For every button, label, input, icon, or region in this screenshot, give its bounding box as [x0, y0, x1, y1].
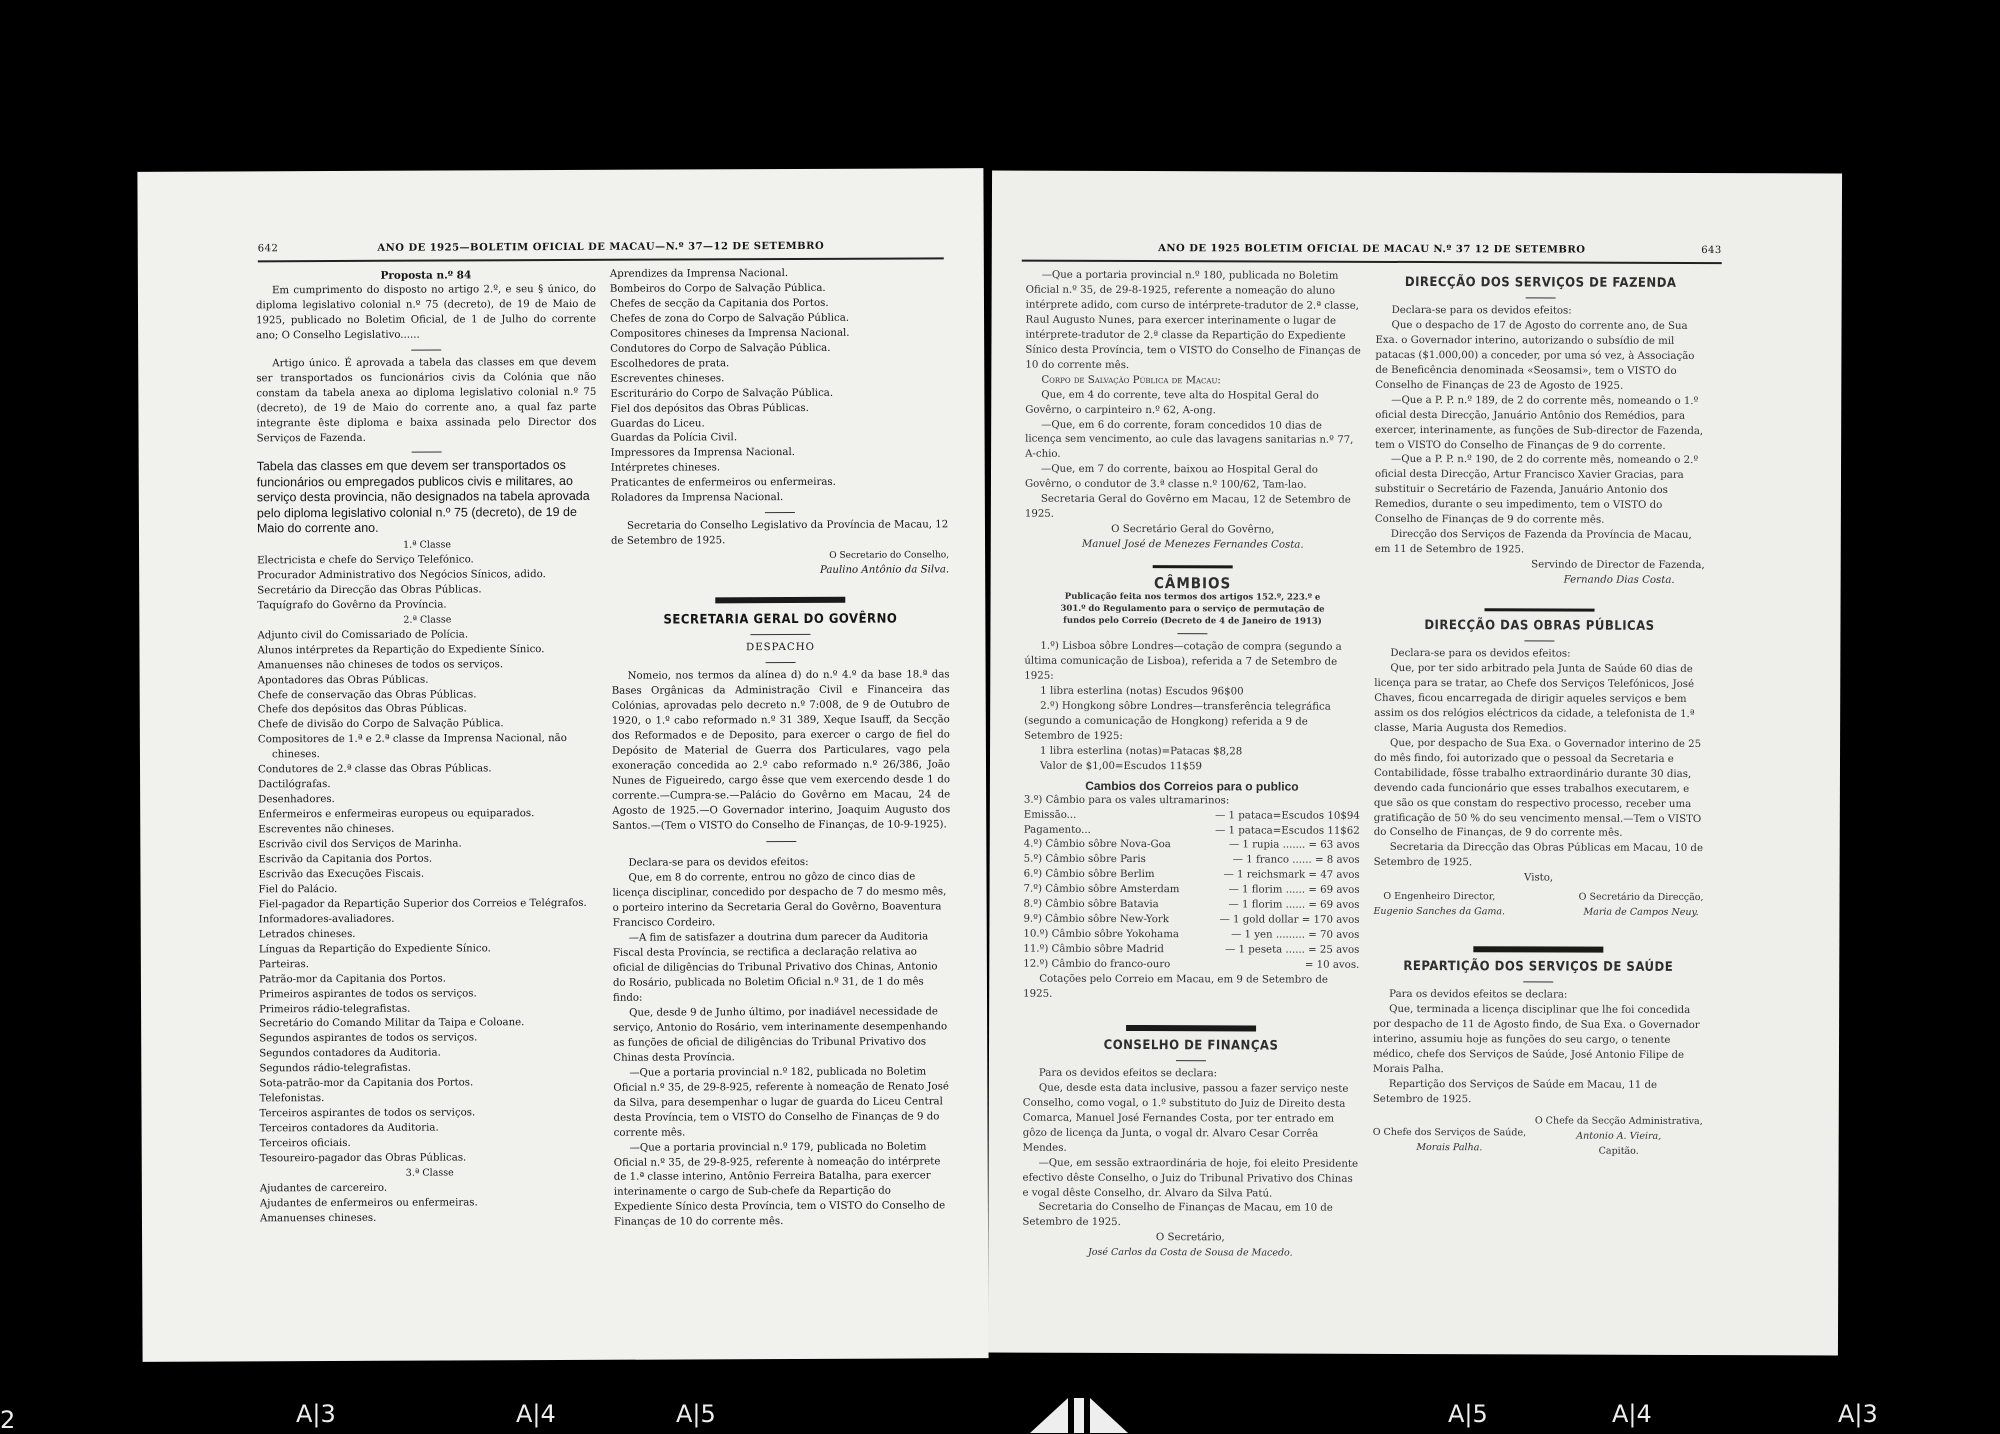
paragraph: —Que a P. P. n.º 190, de 2 do corrente mês, nomeando o 2.º oficial desta Direcção, Artur Francisco Xavier Gracias, para substituir o Secretário de Fazenda, Januário Antonio dos Remedios, durante o seu impedimento, tem o VISTO do Conselho de Finanças de 9 do corrente mês.	[1374, 454, 1699, 526]
divider	[1523, 982, 1553, 983]
table-cell-value: — 1 pataca=Escudos 10$94	[1215, 809, 1360, 822]
secretaria-line: Secretaria do Conselho Legislativo da Província de Macau, 12 de Setembro de 1925.	[611, 519, 949, 547]
saude-sig1-title: O Chefe da Secção Administrativa,	[1534, 1115, 1703, 1127]
list-item: Praticantes de enfermeiros ou enfermeiras.	[610, 477, 836, 490]
arrow-left-icon	[1030, 1398, 1068, 1433]
strip-mark: A|5	[1448, 1400, 1488, 1428]
paragraph: —Que, em 6 do corrente, foram concedidos 10 dias de licença sem vencimento, ao cule das lavagens sanitarias n.º 77, A-chio.	[1025, 419, 1354, 461]
divider	[412, 452, 442, 453]
portaria-notice	[1025, 269, 1361, 375]
list-item: Escrivão da Capitania dos Portos.	[258, 853, 433, 866]
list-item: Segundos rádio-telegrafistas.	[259, 1063, 411, 1075]
header-rule	[258, 257, 944, 262]
page-number: 642	[257, 243, 279, 255]
list-item: Línguas da Repartição do Expediente Sínico.	[258, 943, 491, 956]
paragraph: —Que a P. P. n.º 189, de 2 do corrente mês, nomeando o 1.º oficial desta Direcção, Januário Antônio dos Remédios, para exercer, interinamente, as funções de Sub-director de Fazenda, tem o VISTO do Conselho de Finanças de 9 do corrente.	[1375, 394, 1704, 452]
list-item: Primeiros aspirantes de todos os serviços.	[258, 987, 477, 1000]
list-item: Apontadores das Obras Públicas.	[257, 674, 429, 686]
saude-sig2-title: O Chefe dos Serviços de Saúde,	[1372, 1126, 1527, 1139]
table-title: Tabela das classes em que devem ser transportados os funcionários ou empregados publicos civis e militares, ao serviço desta provincia, não designados na tabela aprovada pelo diploma legislativo colonial n.º 75 (decreto), de 19 de Maio do corrente ano.	[256, 458, 590, 536]
divider	[766, 662, 796, 663]
list-item: Procurador Administrativo dos Negócios Sínicos, adido.	[257, 568, 546, 582]
fazenda-signature-title: Servindo de Director de Fazenda,	[1531, 559, 1705, 572]
list-item: Escrivão das Execuções Fiscais.	[258, 868, 425, 881]
list-item: Escolhedores de prata.	[610, 357, 730, 370]
right-column-1	[1022, 269, 1361, 1262]
left-column-1	[256, 268, 600, 1227]
list-item: Segundos contadores da Auditoria.	[259, 1047, 441, 1060]
fazenda-list	[1375, 319, 1706, 559]
class-1-title: 1.ª Classe	[403, 539, 452, 551]
conselho-list	[1022, 1081, 1358, 1202]
conselho-signature-name: José Carlos da Costa de Sousa de Macedo.	[1087, 1247, 1293, 1259]
table-cell-label: 12.º) Câmbio do franco-ouro	[1023, 958, 1171, 971]
left-column-2	[610, 266, 952, 1231]
table-row	[1024, 853, 1360, 869]
table-cell-label: 8.º) Câmbio sôbre Batavia	[1023, 898, 1159, 911]
list-item: Escrivão civil dos Serviços de Marinha.	[258, 838, 462, 851]
list-item: Letrados chineses.	[258, 928, 356, 941]
paragraph: Repartição dos Serviços de Saúde em Macau, 11 de Setembro de 1925.	[1372, 1078, 1658, 1105]
obras-signature-1	[1373, 890, 1505, 920]
list-item: Electricista e chefe do Serviço Telefónico.	[257, 554, 474, 567]
film-strip	[0, 1398, 2000, 1433]
corpo-signature-title: O Secretário Geral do Govêrno,	[1111, 524, 1275, 536]
paragraph: Secretaria da Direcção das Obras Públicas em Macau, 10 de Setembro de 1925.	[1373, 842, 1704, 869]
list-item: Telefonistas.	[259, 1093, 325, 1105]
paragraph: —Que a portaria provincial n.º 180, publicada no Boletim Oficial n.º 35, de 29-8-1925, referente a nomeação do aluno intérprete adido, com curso de intérprete-tradutor de 2.ª classe, Raul Augusto Nunes, para exercer interinamente o lugar de intérprete-tradutor de 2.ª classe da Repartição do Expediente Sínico desta Província, tem o VISTO do Conselho de Finanças de 10 do corrente mês.	[1025, 269, 1361, 371]
list-item: Primeiros rádio-telegrafistas.	[259, 1003, 411, 1015]
section-bar	[1473, 946, 1603, 952]
saude-sig2-name: Morais Palha.	[1416, 1141, 1483, 1153]
obras-title: DIRECÇÃO DAS OBRAS PÚBLICAS	[1424, 618, 1655, 634]
declarations	[612, 871, 952, 1231]
running-title: ANO DE 1925 BOLETIM OFICIAL DE MACAU N.º 37 12 DE SETEMBRO	[1158, 243, 1586, 256]
declara-line: Declara-se para os devidos efeitos:	[628, 857, 809, 870]
paragraph: Valor de $1,00=Escudos 11$59	[1039, 760, 1202, 772]
paragraph: —Que, em 7 do corrente, baixou ao Hospital Geral do Govêrno, o condutor de 3.ª classe n.º 100/62, Tam-lao.	[1024, 464, 1318, 491]
arrow-right-icon	[1090, 1398, 1128, 1433]
list-item: Terceiros contadores da Auditoria.	[259, 1122, 439, 1135]
obras-list	[1374, 662, 1705, 872]
list-item: Secretário do Comando Militar da Taipa e Coloane.	[259, 1017, 525, 1030]
table-row	[1023, 898, 1359, 914]
section-title: SECRETARIA GERAL DO GOVÊRNO	[663, 611, 898, 628]
list-item: Tesoureiro-pagador das Obras Públicas.	[259, 1152, 467, 1165]
list-item: Terceiros aspirantes de todos os serviços.	[259, 1107, 476, 1120]
list-item: Chefe de conservação das Obras Públicas.	[257, 688, 477, 701]
table-cell-value: — 1 pataca=Escudos 11$62	[1215, 824, 1360, 837]
table-cell-value: — 1 rupia ....... = 63 avos	[1228, 839, 1360, 852]
cambios-subtitle: Publicação feita nos termos dos artigos 152.º, 223.º e 301.º do Regulamento para o serviço de permutação de fundos pelo Correio (Decreto de 4 de Janeiro de 1913)	[1060, 591, 1325, 627]
list-item: Sota-patrão-mor da Capitania dos Portos.	[259, 1077, 474, 1090]
list-item: Ajudantes de carcereiro.	[259, 1182, 388, 1195]
conselho-signature-title: O Secretário,	[1155, 1232, 1225, 1244]
list-item: Roladores da Imprensa Nacional.	[610, 492, 784, 505]
obras-sig1-name: Eugenio Sanches da Gama.	[1373, 906, 1506, 918]
divider	[750, 634, 810, 635]
signature-title: O Secretario do Conselho,	[829, 550, 950, 561]
table-cell-value: — 1 florim ...... = 69 avos	[1228, 884, 1360, 897]
divider	[1526, 297, 1556, 298]
list-item: Chefes de zona do Corpo de Salvação Pública.	[610, 312, 850, 325]
cambios-title: CÂMBIOS	[1153, 574, 1232, 593]
list-item: Escriturário do Corpo de Salvação Pública.	[610, 387, 834, 400]
saude-sig1-rank: Capitão.	[1598, 1145, 1639, 1157]
table-row	[1024, 823, 1360, 839]
divider	[1177, 633, 1207, 634]
table-cell-label: 4.º) Câmbio sôbre Nova-Goa	[1023, 839, 1171, 851]
section-bar	[1485, 608, 1595, 611]
paragraph: Que o despacho de 17 de Agosto do corrente ano, de Sua Exa. o Governador interino, autorizando o subsídio de mil patacas ($1.000,00) a conceder, por uma só vez, à Associação de Beneficência denominada «Seosamsi», tem o VISTO do Conselho de Finanças de 23 de Agosto de 1925.	[1375, 319, 1695, 392]
class-3-continued-list	[610, 266, 949, 507]
list-item: Amanuenses não chineses de todos os serviços.	[257, 658, 504, 671]
list-item: Aprendizes da Imprensa Nacional.	[609, 268, 789, 280]
paragraph: Direcção dos Serviços de Fazenda da Província de Macau, em 11 de Setembro de 1925.	[1374, 529, 1692, 556]
header-rule	[1022, 260, 1722, 264]
saude-signature-1	[1535, 1114, 1703, 1159]
right-column-2	[1373, 270, 1706, 1160]
cotacoes-line: Cotações pelo Correio em Macau, em 9 de Setembro de 1925.	[1023, 973, 1328, 1000]
list-item: Enfermeiros e enfermeiras europeus ou equiparados.	[258, 808, 535, 821]
artigo-unico: Artigo único. É aprovada a tabela das classes em que devem ser transportados os funcionários civis da Colónia que não constam da tabela anexa ao diploma legislativo colonial n.º 75 (decreto), de 19 de Maio do corrente ano, a qual faz parte integrante êste diploma e baixa assinada pelo Director dos Serviços de Fazenda.	[256, 356, 597, 444]
right-page	[988, 171, 1842, 1356]
list-item: Fiel-pagador da Repartição Superior dos Correios e Telégrafos.	[258, 897, 587, 911]
list-item: Informadores-avaliadores.	[258, 913, 395, 926]
paragraph: —Que, em sessão extraordinária de hoje, foi eleito Presidente efectivo dêste Conselho, o Juiz do Tribunal Privativo dos Chinas e vogal dêste Conselho, dr. Alvaro da Silva Patú.	[1022, 1157, 1359, 1200]
obras-visto: Visto,	[1524, 872, 1554, 884]
paragraph: Que, em 4 do corrente, teve alta do Hospital Geral do Govêrno, o carpinteiro n.º 62, A-ong.	[1025, 389, 1319, 416]
corpo-title: Corpo de Salvação Pública de Macau:	[1041, 374, 1221, 386]
obras-signatures	[1373, 890, 1703, 921]
table-row	[1024, 838, 1360, 854]
cambios-list	[1024, 640, 1360, 776]
table-cell-value: — 1 reichsmark = 47 avos	[1223, 869, 1360, 882]
table-cell-label: Emissão...	[1023, 809, 1077, 821]
saude-sig1-name: Antonio A. Vieira,	[1576, 1130, 1662, 1142]
saude-signatures	[1373, 1114, 1703, 1160]
table-cell-label: 7.º) Câmbio sôbre Amsterdam	[1023, 883, 1180, 896]
table-cell-label: 5.º) Câmbio sôbre Paris	[1023, 854, 1146, 866]
list-item: Chefes de secção da Capitania dos Portos.	[609, 297, 829, 310]
table-cell-label: 6.º) Câmbio sôbre Berlim	[1023, 868, 1155, 881]
fazenda-intro: Declara-se para os devidos efeitos:	[1391, 304, 1572, 317]
paragraph: —Que a portaria provincial n.º 182, publicada no Boletim Oficial n.º 35, de 29-8-925, referente à nomeação de Renato José da Silva, para desempenhar o lugar de guarda do Liceu Central desta Província, tem o VISTO do Conselho de Finanças de 9 do corrente mês.	[613, 1066, 949, 1139]
table-cell-label: 9.º) Câmbio sôbre New-York	[1023, 913, 1169, 926]
paragraph: Que, desde 9 de Junho último, por inadiável necessidade de serviço, Antonio do Rosário, vem interinamente desempenhando as funções de oficial de diligências do Tribunal Privativo dos Chinas desta Província.	[613, 1006, 948, 1064]
table-cell-value: = 10 avos.	[1304, 959, 1360, 971]
conselho-secretaria: Secretaria do Conselho de Finanças de Macau, em 10 de Setembro de 1925.	[1022, 1202, 1333, 1229]
list-item: Guardas do Liceu.	[610, 417, 705, 430]
list-item: Escreventes chineses.	[610, 372, 725, 385]
list-item: Impressores da Imprensa Nacional.	[610, 447, 795, 460]
correios-intro: 3.º) Câmbio para os vales ultramarinos:	[1023, 794, 1230, 806]
list-item: Terceiros oficiais.	[259, 1138, 351, 1150]
strip-mark: A|3	[1838, 1400, 1878, 1428]
left-page	[137, 168, 988, 1362]
saude-list	[1373, 1003, 1703, 1109]
table-cell-label: 11.º) Câmbio sôbre Madrid	[1023, 943, 1164, 956]
table-row	[1024, 883, 1360, 899]
list-item: Amanuenses chineses.	[259, 1212, 377, 1225]
list-item: Guardas da Polícia Civil.	[610, 432, 738, 445]
table-cell-label: 10.º) Câmbio sôbre Yokohama	[1023, 928, 1179, 941]
class-3-list	[260, 1181, 600, 1227]
corpo-list	[1025, 388, 1361, 494]
table-cell-value: — 1 gold dollar = 170 avos	[1219, 914, 1360, 927]
despacho-title: DESPACHO	[746, 641, 815, 654]
conselho-title: CONSELHO DE FINANÇAS	[1103, 1037, 1279, 1054]
table-row	[1023, 958, 1359, 974]
saude-title: REPARTIÇÃO DOS SERVIÇOS DE SAÚDE	[1403, 959, 1674, 976]
table-cell-label: Pagamento...	[1023, 824, 1091, 836]
correios-title: Cambios dos Correios para o publico	[1085, 778, 1299, 794]
list-item: Segundos aspirantes de todos os serviços.	[259, 1032, 478, 1045]
fazenda-title: DIRECÇÃO DOS SERVIÇOS DE FAZENDA	[1404, 274, 1677, 291]
running-title: ANO DE 1925—BOLETIM OFICIAL DE MACAU—N.º 37—12 DE SETEMBRO	[377, 240, 825, 254]
saude-intro: Para os devidos efeitos se declara:	[1389, 989, 1568, 1001]
list-item: Patrão-mor da Capitania dos Portos.	[258, 973, 446, 985]
paragraph: Que, terminada a licença disciplinar que lhe foi concedida por despacho de 11 de Agosto findo, de Sua Exa. o Governador interino, assumiu hoje as funções do seu cargo, o tenente médico, chefe dos Serviços de Saúde, José Antonio Filipe de Morais Palha.	[1372, 1003, 1700, 1075]
table-row	[1023, 913, 1359, 929]
list-item: Bombeiros do Corpo de Salvação Pública.	[609, 282, 826, 295]
table-row	[1024, 868, 1360, 884]
obras-sig2-name: Maria de Campos Neuy.	[1583, 906, 1699, 919]
list-item: Condutores do Corpo de Salvação Pública.	[610, 342, 831, 355]
right-page-header	[1022, 243, 1722, 259]
strip-mark: A|5	[676, 1400, 716, 1428]
paragraph: —Que a portaria provincial n.º 179, publicada no Boletim Oficial n.º 35, de 29-8-925, referente à nomeação do intérprete de 1.ª classe interino, Antônio Ferreira Batalha, para exercer interinamente o cargo de Sub-chefe da Repartição do Expediente Sínico desta Província, tem o VISTO do Conselho de Finanças de 10 do corrente mês.	[613, 1140, 946, 1229]
paragraph: Que, desde esta data inclusive, passou a fazer serviço neste Conselho, como vogal, o 1.º substituto do Juiz de Direito desta Comarca, Manuel José Fernandes Costa, por ter entrado em gôzo de licença da Junta, o vogal dr. Alvaro Cesar Corrêa Mendes.	[1022, 1082, 1349, 1154]
paragraph: —A fim de satisfazer a doutrina dum parecer da Auditoria Fiscal desta Província, se rectifica a declaração relativa ao oficial de diligências do Tribunal Privativo dos Chinas, Antonio do Rosário, publicada no Boletim Oficial n.º 31, de 1 do mês findo:	[612, 931, 938, 1004]
strip-mark: A|4	[1612, 1400, 1652, 1428]
obras-signature-2	[1579, 891, 1704, 921]
divider	[411, 349, 441, 350]
paragraph: Que, por despacho de Sua Exa. o Governador interino de 25 do mês findo, foi autorizado que o pessoal da Secretaria e Contabilidade, fôsse trabalho extraordinário durante 30 dias, devendo cada funcionário que esses trabalhos executarem, e que são os que constam do respectivo processo, receber uma gratificação de 50 % do seu vencimento mensal.—Tem o VISTO do Conselho de Finanças, de 9 do corrente mês.	[1373, 737, 1702, 840]
correios-table	[1023, 808, 1360, 974]
saude-signature-2	[1373, 1114, 1527, 1159]
list-item: Compositores de 1.ª e 2.ª classe da Imprensa Nacional, não chineses.	[257, 733, 567, 761]
table-row	[1023, 943, 1359, 959]
paragraph: 1 libra esterlina (notas)=Patacas $8,28	[1040, 745, 1243, 758]
list-item: Fiel dos depósitos das Obras Públicas.	[610, 402, 809, 415]
despacho-text: Nomeio, nos termos da alínea d) do n.º 4.º da base 18.ª das Bases Orgânicas da Administração Civil e Financeira das Colónias, aprovadas pelo decreto n.º 7:008, de 9 de Outubro de 1920, o 1.º cabo reformado n.º 31 389, Xeque Isauff, da Secção dos Reformados e de Deposito, para exercer o cargo de fiel do Depósito de Material de Guerra dos Particulares, vago pela exoneração concedida ao 2.º cabo reformado n.º 26/386, João Nunes de Figueiredo, cargo êsse que vem exercendo desde 1 do corrente.—Cumpra-se.—Palácio do Govêrno em Macau, 24 de Agosto de 1925.—O Governador interino, Joaquim Augusto dos Santos.—(Tem o VISTO do Conselho de Finanças, de 10-9-1925).	[611, 669, 951, 832]
proposta-intro: Em cumprimento do disposto no artigo 2.º, e seu § único, do diploma legislativo colonial n.º 75 (decreto), de 19 de Maio de 1925, publicado no Boletim Oficial, de 1 de Julho do corrente ano; O Conselho Legislativo......	[255, 283, 597, 342]
class-2-title: 2.ª Classe	[403, 614, 452, 626]
page-number: 643	[1701, 244, 1722, 257]
list-item: Secretário da Direcção das Obras Públicas.	[257, 584, 482, 597]
corpo-signature-name: Manuel José de Menezes Fernandes Costa.	[1081, 538, 1304, 551]
section-bar	[715, 597, 845, 604]
table-row	[1024, 808, 1360, 824]
list-item: Chefe de divisão do Corpo de Salvação Pública.	[257, 718, 504, 731]
strip-mark: 2	[0, 1406, 16, 1434]
list-item: Taquígrafo do Govêrno da Província.	[257, 599, 447, 612]
obras-sig1-title: O Engenheiro Director,	[1383, 891, 1496, 903]
table-cell-value: — 1 franco ...... = 8 avos	[1232, 854, 1360, 867]
left-page-header	[258, 240, 944, 257]
paragraph: Que, por ter sido arbitrado pela Junta de Saúde 60 dias de licença para se tratar, ao Chefe dos Serviços Telefónicos, José Chaves, ficou encarregada de dirigir aqueles serviços e bem assim os dos relógios eléctricos da cidade, a telefonista de 1.ª classe, Maria Augusta dos Remedios.	[1374, 662, 1695, 735]
table-cell-value: — 1 yen ......... = 70 avos	[1231, 929, 1360, 941]
list-item: Compositores chineses da Imprensa Nacional.	[610, 327, 850, 340]
table-row	[1023, 928, 1359, 944]
fazenda-signature-name: Fernando Dias Costa.	[1563, 574, 1675, 587]
class-2-list	[257, 628, 599, 1168]
proposta-title: Proposta n.º 84	[380, 269, 472, 282]
class-1-list	[257, 553, 597, 614]
paragraph: 1.º) Lisboa sôbre Londres—cotação de compra (segundo a última comunicação de Lisboa), referida a 7 de Setembro de 1925:	[1024, 640, 1342, 682]
list-item: Dactilógrafas.	[258, 779, 331, 791]
signature-name: Paulino Antônio da Silva.	[819, 564, 950, 576]
list-item: Parteiras.	[258, 958, 310, 971]
list-item: Fiel do Palácio.	[258, 883, 338, 896]
paragraph: 2.º) Hongkong sôbre Londres—transferência telegráfica (segundo a comunicação de Hongkong) referida a 9 de Setembro de 1925:	[1024, 700, 1331, 742]
conselho-intro: Para os devidos efeitos se declara:	[1038, 1067, 1218, 1080]
section-bar	[1126, 1025, 1256, 1031]
list-item: Condutores de 2.ª classe das Obras Públicas.	[257, 763, 492, 776]
paragraph: 1 libra esterlina (notas) Escudos 96$00	[1040, 685, 1244, 698]
section-bar	[1153, 565, 1233, 568]
divider	[766, 841, 796, 842]
strip-mark: A|4	[516, 1400, 556, 1428]
list-item: Ajudantes de enfermeiros ou enfermeiras.	[259, 1197, 478, 1210]
obras-sig2-title: O Secretário da Direcção,	[1578, 891, 1704, 904]
corpo-secretaria: Secretaria Geral do Govêrno em Macau, 12 de Setembro de 1925.	[1024, 493, 1351, 520]
strip-mark: A|3	[296, 1400, 336, 1428]
table-cell-value: — 1 peseta ...... = 25 avos	[1225, 944, 1360, 956]
list-item: Desenhadores.	[258, 794, 335, 806]
list-item: Adjunto civil do Comissariado de Polícia.	[257, 629, 469, 642]
list-item: Chefe dos depósitos das Obras Públicas.	[257, 703, 467, 716]
list-item: Intérpretes chineses.	[610, 462, 721, 475]
list-item: Alunos intérpretes da Repartição do Expediente Sínico.	[257, 643, 545, 656]
divider	[765, 512, 795, 513]
table-cell-value: — 1 florim ...... = 69 avos	[1228, 899, 1360, 912]
divider	[1524, 640, 1554, 641]
obras-intro: Declara-se para os devidos efeitos:	[1390, 647, 1571, 660]
list-item: Escreventes não chineses.	[258, 823, 395, 836]
divider	[1176, 1060, 1206, 1061]
paragraph: Que, em 8 do corrente, entrou no gôzo de cinco dias de licença disciplinar, concedido por despacho de 7 do mesmo mês, o porteiro interino da Secretaria Geral do Govêrno, Boaventura Francisco Cordeiro.	[612, 871, 947, 930]
class-3-title: 3.ª Classe	[405, 1167, 454, 1179]
arrow-stem-icon	[1074, 1398, 1084, 1433]
